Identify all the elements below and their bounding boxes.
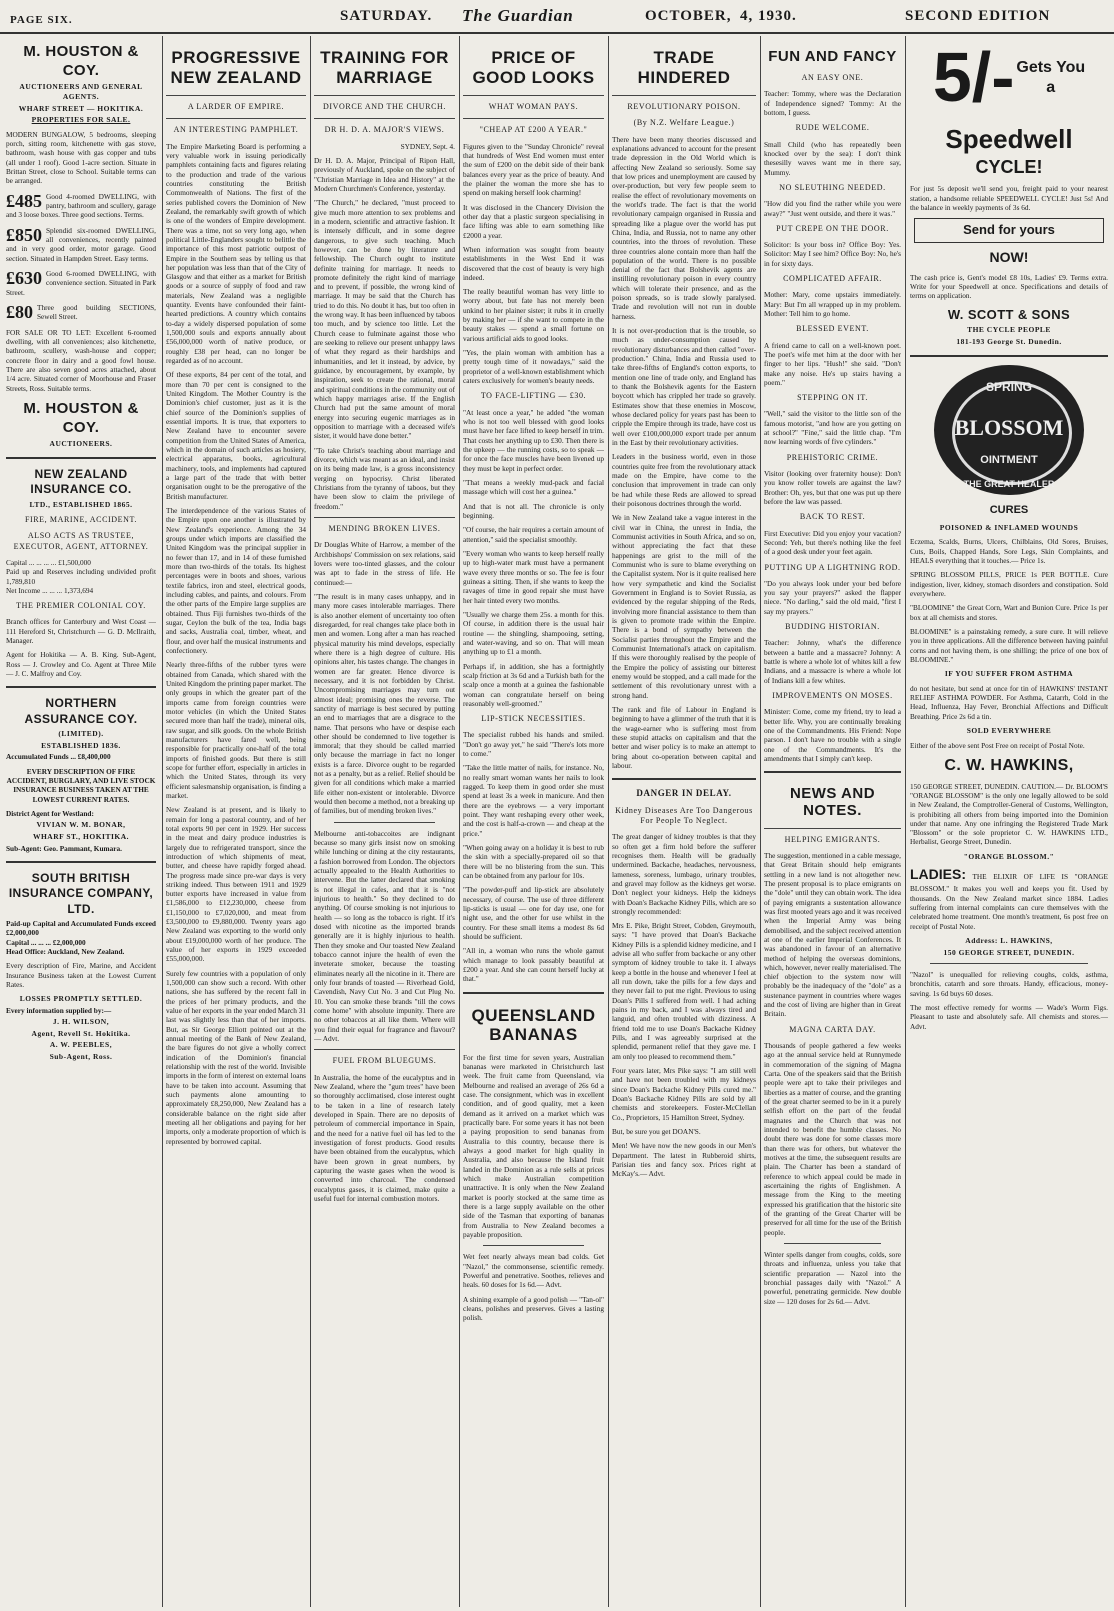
joke-title: STEPPING ON IT. <box>797 393 868 403</box>
insurance-ad-title: SOUTH BRITISH INSURANCE COMPANY, LTD. <box>8 870 154 916</box>
joke-title: RUDE WELCOME. <box>795 123 870 133</box>
price: £850 <box>6 225 42 245</box>
ad-lines: Capital ... ... ... £2,000,000 <box>6 937 86 947</box>
property-listing: MODERN BUNGALOW, 5 bedrooms, sleeping porch, sitting room, kitchenette with gas stove, bathroom, wash house with gas copper and tubs (all under 1 roof). Good 1-acre section. Situate in Brittan Street, close to School. Suitable terms can be arranged. <box>6 129 156 186</box>
joke-text: Mother: Mary, come upstairs immediately. Mary: But I'm all wrapped up in my problem. Mother: Tell him to go home. <box>764 290 901 319</box>
ladies-heading: LADIES: <box>910 866 966 883</box>
ad-subtitle: ESTABLISHED 1836. <box>41 740 121 750</box>
joke-title: NO SLEUTHING NEEDED. <box>779 183 886 193</box>
reserves-line: Paid up and Reserves including undivided profit 1,789,810 <box>6 567 156 586</box>
article-subheading: REVOLUTIONARY POISON. <box>612 95 756 112</box>
ad-lines: Every information supplied by:— <box>6 1005 112 1015</box>
ad-subtitle: THE CYCLE PEOPLE <box>967 325 1051 335</box>
ad-heading: "ORANGE BLOSSOM." <box>963 851 1055 861</box>
article-subheading: DR H. D. A. MAJOR'S VIEWS. <box>314 118 455 135</box>
joke-title: AN EASY ONE. <box>801 73 864 83</box>
property-text: Three good building SECTIONS, Sewell Street. <box>37 303 156 322</box>
dateline: SYDNEY, Sept. 4. <box>400 141 455 151</box>
article-paragraph: "The Church," he declared, "must proceed to give much more attention to sex problems and in a modern, scientific and attractive fashion. It is intensely difficult, and in some degree dangerous, to give such teaching. Much however, can be done by literature and fellowship. The Church ought to institute definite training for marriage. It needs to promote definitely the right kind of marriage and to prevent, if possible, the wrong kind of marriage. It may be said that the Church has tried to do this. No doubt it has, but too often in the wrong way. It has been influenced by taboos too much, and by science too little. Let the Church cease to fulminate against those who are seeking to relieve our present unhappy laws of what they regard as their hardships and inhumanities, and let it instead, by advice, by guidance, by encouragement, by example, by inspiration, seek to create the rational, moral and spiritual conditions in the community out of which happy marriages arise. If the English Church had put the same amount of moral energy into securing eugenic marriages as in opposition to marriage with a deceased wife's sister, it would have done better." <box>314 198 455 441</box>
price: £80 <box>6 303 33 322</box>
article-subheading: Kidney Diseases Are Too Dangerous For People To Neglect. <box>615 805 753 825</box>
section-title: NEWS AND NOTES. <box>789 785 876 820</box>
ad-subtitle: (LIMITED). <box>58 729 104 739</box>
article-paragraph: "Of course, the hair requires a certain amount of attention," said the specialist smoothly. <box>463 525 604 544</box>
ad-text: SPRING BLOSSOM PILLS, PRICE 1s PER BOTTLE. Cure indigestion, liver, kidney, stomach disorders and constipation. Sold everywhere. <box>910 570 1108 598</box>
article-subheading: AN INTERESTING PAMPHLET. <box>166 118 306 135</box>
article-paragraph: "Yes, the plain woman with ambition has a pretty tough time of it nowadays," said the proprietor of a well-known establishment which caters exclusively for women's beauty needs. <box>463 348 604 386</box>
article-paragraph: "That means a weekly mud-pack and facial massage which will cost her a guinea." <box>463 477 604 497</box>
article-paragraph: Leaders in the business world, even in those countries quite free from the revolutionary attack made on the Empire, have come to the conclusion that improvement in trade can only be had while these Reds are allowed to spread their poisonous doctrines through the world. <box>612 452 756 509</box>
edition-label: SECOND EDITION <box>905 8 1051 24</box>
property-text: Splendid six-roomed DWELLING, all conveniences, recently painted and in very good order, motor garage. Good section. Situated in Hampden Street. Easy terms. <box>6 225 156 263</box>
ad-subtitle: LTD., ESTABLISHED 1865. <box>29 499 133 509</box>
page-header <box>0 0 1114 34</box>
column-article-good-looks <box>463 36 604 1611</box>
article-paragraph: But, be sure you get DOAN'S. <box>612 1127 701 1137</box>
ad-text: a <box>1046 79 1056 97</box>
property-listing <box>6 192 156 220</box>
capital-line: Capital ... ... ... ... £1,500,000 <box>6 557 91 567</box>
joke-title: BUDDING HISTORIAN. <box>785 622 880 632</box>
agent-name: VIVIAN W. M. BONAR, <box>36 820 126 830</box>
seal-text: OINTMENT <box>980 453 1038 466</box>
property-listing <box>6 303 156 322</box>
seal-lettering <box>934 365 1084 495</box>
ad-lines: ALSO ACTS AS TRUSTEE, EXECUTOR, AGENT, ATTORNEY. <box>13 531 149 551</box>
advertiser-name: C. W. HAWKINS, <box>944 757 1074 775</box>
ad-text: THE ELIXIR OF LIFE IS "ORANGE BLOSSOM." It makes you well and keeps you fit. Used by thousands. On the New Zealand market since 1884. Ladies suffering from internal complaints can cure themselves with the celebrated home treatment. One month's treatment, 6s post free on receipt of Postal Note. <box>910 872 1108 931</box>
seal-text: BLOSSOM <box>954 414 1064 440</box>
property-listing <box>6 269 156 297</box>
ad-heading: CURES <box>989 503 1029 516</box>
article-subheading: HELPING EMIGRANTS. <box>764 828 901 845</box>
ad-lines: LOSSES PROMPTLY SETTLED. <box>19 994 143 1004</box>
article-paragraph: "To take Christ's teaching about marriage and divorce, which was meant as an ideal, and insist on its being made law, is a gross inconsistency verging on hypocrisy. Christ liberated Christians from the tyranny of taboos, but they have been slow to claim the privilege of freedom." <box>314 445 455 511</box>
column-rule <box>608 36 609 1607</box>
article-title: TRADE HINDERED <box>637 48 731 87</box>
ad-lines: District Agent for Westland: <box>6 809 94 818</box>
column-rule <box>310 36 311 1607</box>
price: £485 <box>6 191 42 211</box>
article-subheading: MAGNA CARTA DAY. <box>789 1024 876 1034</box>
ad-text: 150 GEORGE STREET, DUNEDIN. CAUTION.— Dr. BLOOM'S "ORANGE BLOSSOM" is the only one legally allowed to be sold in New Zealand, the Comptroller-General of Customs, Wellington, is prohibiting all others from being imported into the Dominion under that name. Any one infringing the Registered Trade Mark "Blossom" or the sole proprietor C. W. HAWKINS LTD., Herbalist, George Street, Dunedin. <box>910 781 1108 847</box>
joke-title: COMPLICATED AFFAIR. <box>783 274 882 284</box>
joke-title: PUT CREPE ON THE DOOR. <box>776 223 889 233</box>
ad-text: BLOOMINE" is a painstaking remedy, a sure cure. It will relieve you in three applications. All the difference between having painful corns and not having them, is one shilling; the price of one box of BLOOMINE." <box>910 626 1108 664</box>
ad-subtitle: AUCTIONEERS. <box>49 439 113 449</box>
now-label: NOW! <box>989 248 1029 265</box>
article-paragraph: "When going away on a holiday it is best to rub the skin with a specially-prepared oil so that there will be no blistering from the sun. This can be obtained from any parlour for 10s. <box>463 843 604 881</box>
divider <box>784 1243 881 1244</box>
column-rule <box>162 36 163 1607</box>
article-paragraph: "Usually we charge them 25s. a month for this. Of course, in addition there is the usual hair routine — the shingling, shampooing, setting, and water-waving, and so on. That will mean anything up to £1 a month. <box>463 609 604 657</box>
header-day: SATURDAY. <box>340 8 433 24</box>
masthead: The Guardian <box>462 6 574 25</box>
ad-text: The most effective remedy for worms — Wade's Worm Figs. Pleasant to taste and absolutely safe. All chemists and stores.— Advt. <box>910 1003 1108 1031</box>
article-subheading: A LARDER OF EMPIRE. <box>166 95 306 112</box>
article-paragraph: "All in, a woman who runs the whole gamut which manage to look passably beautiful at £200 a year. And she can count herself lucky at that." <box>463 946 604 984</box>
article-subheading: TO FACE-LIFTING — £30. <box>480 391 587 401</box>
article-title: PRICE OF GOOD LOOKS <box>472 48 595 87</box>
joke-text: Minister: Come, come my friend, try to lead a better life. Why, you are continually breaking one of the Commandments. His Friend: Nope parson. I don't have no trouble with a single one of the Commandments. It's the amendments that I simply can't keep. <box>764 707 901 763</box>
article-paragraph: It is not over-production that is the trouble, so much as under-consumption caused by revolutionary disturbances and then called "over-production." China, India and Russia used to take three-fifths of England's cotton exports, to mention one line of trade only, and England has to thank the Bolshevik agents for the Eastern boycott which has crippled her trade so gravely. Estimates show that these enemies in Moscow, whose declared policy for years past has been to cripple the Empire through its trade, have cost us well over £100,000,000 export trade per annum in the East by their revolutionary activities. <box>612 326 756 448</box>
article-paragraph: We in New Zealand take a vague interest in the civil war in China, the unrest in India, the Communist activities in South Africa, and so on, without appreciating the fact that these happenings are grist to the mill of the Communist who is sure to blame everything on the Capitalist system. Nor is it quite realised here how very sympathetic and kind the Socialist Government in England is to Soviet Russia, as evidenced by the regular shipping of the Reds, involving more financial assistance to them than is given to promote trade within the Empire. There is a bond of sympathy between the Socialist parties throughout the Empire and the Communist International's attack on capitalism. If this were thoroughly realised by the people of the Empire the policy of assisting our bitterest enemy would be stopped, and a call made for the settlement of this revolutionary unrest with a strong hand. <box>612 513 756 700</box>
article-paragraph: The rank and file of Labour in England is beginning to have a glimmer of the truth that it is the wage-earner who is suffering most from these stupid attacks on capitalism and that the better and wiser policy is to make an attempt to bring about co-operation between capital and labour. <box>612 704 756 770</box>
joke-text: First Executive: Did you enjoy your vacation? Second: Yeh, but there's nothing like the feel of a good desk under your feet again. <box>764 528 901 557</box>
price-five-shillings: 5/- <box>932 38 1015 116</box>
column-article-progressive-nz <box>166 36 306 1611</box>
article-subheading: LIP-STICK NECESSITIES. <box>481 714 586 724</box>
article-paragraph: When information was sought from beauty establishments in the West End it was discovered that the cost of beauty is very high indeed. <box>463 244 604 282</box>
article-paragraph: Surely few countries with a population of only 1,500,000 can show such a record. With other nations, she has suffered by the recent fall in the prices of her primary products, and the value of her exports in the year ended March 31 last was slightly less than that of her imports. But, as Sir George Elliott pointed out at the annual meeting of the Bank of New Zealand, the bare figures do not give a wholly correct indication of the Dominion's financial relationship with the rest of the world. Invisible imports in the form of interest on external loans have to be taken into account. Assuming that such payments alone amounting to approximately £8,250,000, New Zealand has a considerable balance on the right side after meeting all her obligations and paying for her imports, only a moderate proportion of which is represented by borrowed capital. <box>166 968 306 1146</box>
article-paragraph: Perhaps if, in addition, she has a fortnightly scalp friction at 3s 6d and a Turkish bath for the scalp once a month at a guinea the fashionable woman can congratulate herself on being reasonably well-groomed." <box>463 661 604 708</box>
article-title: PROGRESSIVE NEW ZEALAND <box>170 48 302 87</box>
article-subheading: MENDING BROKEN LIVES. <box>314 517 455 534</box>
ad-heading: SOLD EVERYWHERE <box>966 726 1052 736</box>
joke-text: "Do you always look under your bed before you say your prayers?" asked the flapper niece. "No darling," said the old maid, "first I say my prayers." <box>764 578 901 616</box>
joke-text: "Well," said the visitor to the little son of the famous motorist, "and how are you getting on at school?" "Fine," said the little chap. "I'm now learning words of five cylinders." <box>764 409 901 447</box>
joke-title: BLESSED EVENT. <box>796 324 869 334</box>
article-paragraph: Dr H. D. A. Major, Principal of Ripon Hall, previously of Auckland, spoke on the subject of "Christian Marriage in Idea and History" at the Modern Churchmen's Conference, yesterday. <box>314 155 455 193</box>
article-paragraph: And that is not all. The chronicle is only beginning. <box>463 501 604 520</box>
article-paragraph: Nearly three-fifths of the rubber tyres were obtained from Canada, which shared with the United Kingdom the printing paper market. The only groups in which the greater part of the imports came from foreign countries were motor vehicles (in which the United States secured more than half the trade), mineral oils, raw sugar, and silk goods. On the whole British manufacturers have fared well, being responsible for practically one-half of the total imports of finished goods. But there is still scope for further effort, especially in articles in which the United States, through its very efficient salesmanship organisation, is finding a market. <box>166 660 306 800</box>
joke-text: "How did you find the rather while you were away?" "Just went outside, and there it was." <box>764 199 901 218</box>
branch-text: Branch offices for Canterbury and West Coast — 111 Hereford St, Christchurch — G. D. McIlraith, Manager. <box>6 617 156 646</box>
ad-lines: Sub-Agent: Geo. Pammant, Kumara. <box>6 843 122 853</box>
agents-text: Agent for Hokitika — A. B. King. Sub-Agent, Ross — J. Crowley and Co. Agent at Three Mile — J. C. Malfroy and Coy. <box>6 650 156 679</box>
article-paragraph: The Empire Marketing Board is performing a very valuable work in issuing periodically pamphlets containing facts and figures relating to the production and trade of the various countries constituting the British Commonwealth of Nations. The first of the series published covers the Dominion of New Zealand, the remarkably swift growth of which is one of the wonders of Empire development. There was a time, not so very long ago, when political Little-Englanders sought to belittle the importance of this most patriotic outpost of Empire in the Southern seas by telling us that her population was less than that of the City of Glasgow and that either as a market for British goods or a source of supply of food and raw materials, New Zealand was a negligible quantity. Events have confounded their faint-hearted predictions. A country which contains to-day a widely dispersed population of some 1,500,000 souls and exports annually about £56,000,000 worth of native produce, or roughly £38 per head, can no longer be regarded as of no account. <box>166 141 306 366</box>
ad-lines: Paid-up Capital and Accumulated Funds exceed £2,000,000 <box>6 918 156 938</box>
properties-heading: PROPERTIES FOR SALE. <box>31 115 131 125</box>
article-subheading: "CHEAP AT £200 A YEAR." <box>463 118 604 135</box>
ad-text: "Nazol" is unequalled for relieving coughs, colds, asthma, bronchitis, catarrh and sore throats. Handy, efficacious, money-saving. 1s 6d buys 60 doses. <box>910 970 1108 998</box>
advert-paragraph: A shining example of a good polish — "Tan-ol" cleans, polishes and preserves. Gives a lasting polish. <box>463 1294 604 1323</box>
divider <box>764 771 901 773</box>
section-title: FUN AND FANCY <box>768 48 897 65</box>
article-paragraph: Of these exports, 84 per cent of the total, and more than 70 per cent is consigned to the United Kingdom. The Mother Country is the Dominion's chief customer, just as it is the chief source of the Dominion's supplies of essential imports. It is true, that exporters to New Zealand have to encounter severe competition from the United States of America, which in the domain of such articles as hosiery, electrical apparatus, books, agricultural machinery, tools, and implements had captured a large part of the trade that with better organisation ought to be the prerogative of the British manufacturer. <box>166 370 306 501</box>
ad-lines: FIRE, MARINE, ACCIDENT. <box>24 515 138 525</box>
ad-lines: THE PREMIER COLONIAL COY. <box>16 601 146 611</box>
price: £630 <box>6 269 42 289</box>
article-paragraph: "Every woman who wants to keep herself really up to high-water mark must have a permanent wave every three months or so. The fee is four guineas a sitting. Then, if she wants to keep the ravages of time in good repair she must have her hair tinted every two months. <box>463 548 604 605</box>
divider <box>463 992 604 994</box>
column-fun-and-news <box>764 36 901 1611</box>
divider <box>6 457 156 459</box>
agent-address: Sub-Agent, Ross. <box>49 1051 113 1061</box>
joke-title: PUTTING UP A LIGHTNING ROD. <box>764 562 901 572</box>
page-number: PAGE SIX. <box>10 14 73 26</box>
ad-subtitle: POISONED & INFLAMED WOUNDS <box>939 522 1079 532</box>
ad-lines: Head Office: Auckland, New Zealand. <box>6 946 125 956</box>
ad-text: For just 5s deposit we'll send you, freight paid to your nearest station, a handsome reliable SPEEDWELL CYCLE! Just 5s! And the balance in weekly payments of 3s 6d. <box>910 184 1108 212</box>
joke-title: IMPROVEMENTS ON MOSES. <box>772 690 893 700</box>
agent-address: WHARF ST., HOKITIKA. <box>32 831 130 841</box>
joke-text: A friend came to call on a well-known poet. The poet's wife met him at the door with her finger to her lips. "Hush!" she said. "Don't make any noise. He's up stairs having a poem." <box>764 340 901 387</box>
ad-text: Gets You <box>1016 59 1086 76</box>
divider <box>930 963 1088 964</box>
houston-ad-title: M. HOUSTON & COY. <box>23 43 139 80</box>
agent-name: A. W. PEEBLES, <box>49 1040 113 1050</box>
ad-address: WHARF STREET — HOKITIKA. <box>18 103 144 113</box>
article-subheading: DIVORCE AND THE CHURCH. <box>314 95 455 112</box>
joke-text: Small Child (who has repeatedly been knocked over by the sea): I don't think thesesilly waves want me in there say, Mummy. <box>764 139 901 177</box>
article-paragraph: It was disclosed in the Chancery Division the other day that a plastic surgeon specialising in face lifting was able to earn something like £2000 a year. <box>463 202 604 240</box>
property-text: Good 6-roomed DWELLING, with convenience section. Situated in Park Street. <box>6 269 156 297</box>
article-paragraph: Dr Douglas White of Harrow, a member of the Archbishops' Commission on sex relations, said lovers were too-tinted glasses, and the colour was apt to fade in the stress of life. He continued:— <box>314 540 455 587</box>
article-paragraph: In Australia, the home of the eucalyptus and in New Zealand, where the "gum trees" have been so thoroughly acclimatised, close interest ought to be taken in a line of research lately developed in Spain. There are no deposits of petroleum of commercial importance in Spain, and the need for a native fuel oil has led to the investigation of forest products. Good results have been obtained from the eucalyptus, which have been grown in great numbers, by capturing the waste gases when the wood is converted into charcoal. The condensed eucalyptus gases, it is claimed, make quite a useful fuel for internal combustion motors. <box>314 1072 455 1203</box>
insurance-ad-title: NORTHERN ASSURANCE COY. <box>24 696 138 726</box>
send-for-yours: Send for yours <box>914 218 1104 243</box>
column-article-marriage <box>314 36 455 1611</box>
income-line: Net Income ... ... ... 1,373,694 <box>6 585 94 595</box>
property-listing <box>6 226 156 263</box>
header-date: 4, 1930. <box>740 8 797 24</box>
divider <box>6 861 156 863</box>
divider <box>6 686 156 688</box>
article-paragraph: Mrs E. Pike, Bright Street, Cobden, Greymouth, says: "I have proved that Doan's Backache Kidney Pills is a splendid kidney medicine, and I advise all who suffer from backache or any other symptom of kidney trouble to take it. I always keep a bottle in the house and whenever I feel at all run down, take the pills for a few days and they never fail to put me right. Previous to using Doan's Pills I suffered from well. I had aching pains in my back, and I was always tired and languid, and often troubled with dizziness. A friend told me to use Doan's Backache Kidney Pills, and I was agreeably surprised at the splendid, permanent relief that they gave me. I am only too pleased to recommend them." <box>612 921 756 1061</box>
article-paragraph: The great danger of kidney troubles is that they so often get a firm hold before the sufferer recognises them. Health will be gradually undermined. Backache, headaches, nervousness, lameness, soreness, lumbago, urinary troubles, and gravel may follow as the kidneys get worse. Don't neglect your kidneys. Help the kidneys with Doan's Backache Kidney Pills, which are so strongly recommended: <box>612 832 756 916</box>
agent-address: Agent, Revell St. Hokitika. <box>31 1028 131 1038</box>
article-paragraph: Melbourne anti-tobaccoites are indignant because so many girls insist now on smoking while lunching or dining at the city restaurants, a fashion borrowed from London. The objectors actually appealed to the Health Authorities to intervene. But the latter declared that smoking is not illegal in cafes, and that it is "not injurious to health." So they declined to do anything. Of course smoking is not injurious to health — so long as the tobacco is right. If it's dosed with nicotine as the imported brands generally are it is highly injurious to health. Then they smoke and Our toasted New Zealand tobacco cannot injure the health of even the inveterate smoker, because the toasting eliminates nearly all the nicotine in it. There are only four brands of toasted — Riverhead Gold, Cavendish, Navy Cut No. 3 and Cut Plug No. 10. You can smoke these brands "till the cows come home" with absolute impunity. There are no other tobaccos at all like them. Where will you find their equal for fragrance and flavour?— Advt. <box>314 828 455 1043</box>
article-paragraph: "The powder-puff and lip-stick are absolutely necessary, of course. The use of three different lip-sticks is usual — one for day use, one for night use, and the other for use whilst in the country. For these small items a modest 8s 6d should be sufficient. <box>463 885 604 941</box>
column-advertisements-right <box>910 36 1108 1611</box>
article-subheading: FUEL FROM BLUEGUMS. <box>314 1049 455 1066</box>
agent-name: J. H. WILSON, <box>52 1017 110 1027</box>
property-listing: FOR SALE OR TO LET: Excellent 6-roomed dwelling, with all conveniences; also kitchenette, bathroom, scullery, wash-house and copper; concrete floor in dairy and a good fowl house. There are also seven good acres attached, about 1/4 acre. Situated corner of Moorhouse and Fraser Streets, Ross. Suitable terms. <box>6 327 156 393</box>
ad-text: do not hesitate, but send at once for tin of HAWKINS' INSTANT RELIEF ASTHMA POWDER. For Asthma, Catarrh, Cold in the Head, Influenza, Hay Fever, Bronchial Affections and Difficult Breathing. Price 2s 6d a tin. <box>910 683 1108 721</box>
joke-text: Solicitor: Is your boss in? Office Boy: Yes. Solicitor: May I see him? Office Boy: No, he's in for sixty days. <box>764 240 901 268</box>
property-text: Good 4-roomed DWELLING, with pantry, bathroom and scullery, garage and 3 loose boxes. Three good sections. Terms. <box>6 191 156 220</box>
houston-ad-title: M. HOUSTON & COY. <box>23 399 139 437</box>
joke-text: Visitor (looking over fraternity house): Don't you know roller towels are against the law? Brother: Oh, yes, but that one was put up there before the law was passed. <box>764 469 901 506</box>
ad-text: "BLOOMINE" the Great Corn, Wart and Bunion Cure. Price 1s per box at all chemists and stores. <box>910 603 1108 622</box>
ad-text: Eczema, Scalds, Burns, Ulcers, Chilblains, Old Sores, Bruises, Cuts, Boils, Chapped Hands, Sore Legs, Skin Complaints, and HEALS everything that it touches.— Price 1s. <box>910 537 1108 565</box>
article-paragraph: For the first time for seven years, Australian bananas were marketed in Christchurch last week. The fruit came from Queensland, via Melbourne and realised an average of 26s 6d a case. The consignment, which was in excellent condition, and of good quality, met a keen demand as it arrived on a market which was practically bare. For some years it has not been a paying proposition to send bananas from Australia to this country, because there is always a good market for high quality in Australia, and also because the Island fruit landed in the Dominion as a rule sells at prices which make Australian competition unattractive. It is only when the New Zealand market is poorly stocked at the same time as there is a large supply available on the other side of the Tasman that exporting of bananas from Australia to New Zealand becomes a payable proposition. <box>463 1052 604 1239</box>
article-paragraph: "The result is in many cases unhappy, and in many more cases intolerable marriages. There is also another element of uncertainty too often disregarded, for real changes take place both in men and women. Long after a man has reached physical maturity his mind develops, especially where there is a high degree of culture. His opinions alter, his tastes change. The changes in women are far greater. Hence divorce is necessary, and it is not forbidden by Christ. Uncompromising marriages may turn out almost ideal; promising ones the reverse. The sanctity of marriage is best secured by putting an end to marriages that are a disgrace to the name. That persons who have or despise each other should be condemned to live together is immoral; that they should be called married only because the marriage in fact no longer exists is a farce. Divorce ought to be regarded not as a penalty, but as a relief. Relief should be given for all conditions which make a married life either non-existent or intolerable. Divorce would then become a method, not a breaking up of families, but of mending broken lives." <box>314 591 455 816</box>
joke-text: Teacher: Johnny, what's the difference between a battle and a massacre? Johnny: A battle is where a whole lot of whites kill a few Indians, and a massacre is where a whole lot of Indians kill a few whites. <box>764 638 901 685</box>
article-paragraph: There have been many theories discussed and explanations advanced to account for the present trade depression in the Old World which is affecting New Zealand so seriously. Some say that low prices and unemployment are caused by over-production, but very few people seem to realise the effect of revolutionary movements on the world's trade. The fact is that the world revolutionary campaign organised in Russia and spreading like a plague over the world has put China, India, and Russia, not to name any other countries, into the throes of revolution. These three countries alone contain more than half the population of the world. There is no possible denial of the fact that Bolshevik agents are instilling revolutionary poison in every country which will tolerate their presence, and as the poison spreads, so is trade slowly paralysed. Trade and revolution will not run in double harness. <box>612 134 756 321</box>
spring-blossom-ointment-seal <box>934 365 1084 495</box>
cycle-label: CYCLE! <box>975 157 1043 178</box>
article-paragraph: The suggestion, mentioned in a cable message, that Great Britain should help emigrants settling in a new land is not altogether new. The present proposal is to place emigrants on the "dole" until they can obtain work. The idea of paying emigrants a sustentation allowance was first mooted years ago and it was received when the Imperial Army was being demobilised, and the subject received attention at one of the earlier Imperial Conferences. It was abandoned in favour of an alternative method of helping the overseas dominions, which, however, never really materialised. The chief objection to the system now will probably be the inadequacy of the "dole" as a sustenance payment in countries where wages and the cost of living are higher than in Great Britain. <box>764 850 901 1019</box>
article-paragraph: The interdependence of the various States of the Empire upon one another is illustrated by New Zealand's experience. Among the 34 groups under which imports are classified the United Kingdom was the principal supplier in no fewer than 17, and in 14 of these furnished more than two-thirds of the totals. Its highest percentages were in boots and shoes, various textile fabrics, iron and steel, electrical goods, including cables, and paints, and colours. From the other parts of the Empire large supplies are obtained. Thus Fiji furnishes two-thirds of the sugar, Ceylon the bulk of the tea, India bags and sacks, Australia coal, timber, wheat, and flour, and over half the musical instruments and confectionery. <box>166 506 306 655</box>
article-title: TRAINING FOR MARRIAGE <box>320 48 449 87</box>
advertiser-name: W. SCOTT & SONS <box>947 306 1071 322</box>
ad-lines: EVERY DESCRIPTION OF FIRE ACCIDENT, BURGLARY, AND LIVE STOCK INSURANCE BUSINESS TAKEN AT THE LOWEST CURRENT RATES. <box>6 766 156 804</box>
ad-address: 181-193 George St. Dunedin. <box>956 337 1062 347</box>
ad-text: The cash price is, Gent's model £8 10s, Ladies' £9. Terms extra. Write for your Speedwell at once. Specifications and details of terms on application. <box>910 272 1108 301</box>
ad-subtitle: AUCTIONEERS AND GENERAL AGENTS. <box>19 82 143 101</box>
header-month: OCTOBER, <box>645 8 732 24</box>
ad-address: Address: L. HAWKINS, <box>965 935 1053 945</box>
article-paragraph: Figures given to the "Sunday Chronicle" reveal that hundreds of West End women must enter the sum of £200 on the debit side of their bank balances every year as the price of beauty. And the plainer the woman the more she has to spend on making herself look charming! <box>463 141 604 198</box>
seal-text: THE GREAT HEALER <box>963 478 1055 489</box>
article-title: DANGER IN DELAY. <box>636 788 732 799</box>
funds-line: Accumulated Funds ... £8,400,000 <box>6 752 111 762</box>
advert-paragraph: Men! We have now the new goods in our Men's Department. The latest in Rubberoid shirts, Parisian ties and fancy sox. Prices right at McKay's.— Advt. <box>612 1141 756 1179</box>
advert-paragraph: Wet feet nearly always mean bad colds. Get "Nazol," the commonsense, scientific remedy. Powerful and penetrative. Soothes, relieves and heals. 60 doses for 1s 6d.— Advt. <box>463 1252 604 1290</box>
column-rule <box>905 36 906 1607</box>
ad-lines: Every description of Fire, Marine, and Accident Insurance Business taken at the Lowest Current Rates. <box>6 961 156 989</box>
article-paragraph: "At least once a year," he added "the woman who is not too well blessed with good looks must have her face lifted to keep herself in trim. That costs her anything up to £30. Then there is the upkeep — the running costs, so to speak — for once the face muscles have been livened up they must be kept in perfect order. <box>463 407 604 473</box>
divider <box>334 822 435 823</box>
speedwell-ad <box>910 38 1108 116</box>
joke-title: PREHISTORIC CRIME. <box>786 452 879 462</box>
ad-address: 150 GEORGE STREET, DUNEDIN. <box>943 947 1075 957</box>
column-advertisements <box>6 36 156 1611</box>
joke-text: Teacher: Tommy, where was the Declaration of Independence signed? Tommy: At the bottom, I guess. <box>764 89 901 118</box>
insurance-ad-title: NEW ZEALAND INSURANCE CO. <box>30 466 132 497</box>
ad-text: Either of the above sent Post Free on receipt of Postal Note. <box>910 740 1085 750</box>
article-paragraph: Thousands of people gathered a few weeks ago at the annual service held at Runnymede in commemoration of the signing of Magna Carta. One of the speakers said that the British people were apt to take their privileges and liberties as a matter of course, and the granting of the great charter seemed to be in it a purely selfish effort on the part of the feudal magnates and the Church that was not intended to benefit the humble classes. No doubt there was done for some classes more than there was for others, but whatever the motives at the time, the subsequent results are plain. The Charter has been a standard of reference to which appeal could be made in ascertaining the rights of Englishmen. A message from the King to the meeting expressed his gratification that the historic site of the granting of the Great Charter will be preserved for all time for the use of the British people. <box>764 1041 901 1237</box>
joke-title: BACK TO REST. <box>799 512 866 522</box>
seal-text: SPRING <box>985 379 1033 394</box>
article-paragraph: "Take the little matter of nails, for instance. No, no really smart woman wants her nails to look ragged. To keep them in good order she must spend at least 3s a week in manicure. And then there are the eyebrows — a very important point. They want reshaping every other week, and the cost is half-a-crown — and cheap at the price." <box>463 763 604 838</box>
article-paragraph: New Zealand is at present, and is likely to remain for long a pastoral country, and of her total exports 90 per cent in 1929. Her success in the meat and dairy produce industries is largely due to refrigerated transport, since the introduction of which shipments of meat, butter, and cheese have rapidly forged ahead. The progress made since pre-war days is very striking indeed. Thus between 1911 and 1929 butter exports have increased in value from £1,586,000 to £12,230,000, cheese from £1,150,000 to £7,020,000, and meat from £3,500,000 to £9,880,000. Twenty years ago New Zealand was exporting to the world only about £19,000,000 worth of her produce. The value of her exports in 1929 exceeded £55,000,000. <box>166 805 306 964</box>
divider <box>910 355 1108 357</box>
article-paragraph: Four years later, Mrs Pike says: "I am still well and have not been troubled with my kidneys since Doan's Backache Kidney Pills cured me." Doan's Backache Kidney Pills are sold by all chemists and storekeepers. Foster-McClellan Co., Proprietors, 15 Hamilton Street, Sydney. <box>612 1066 756 1122</box>
article-paragraph: The really beautiful woman has very little to worry about, but fate has not merely been unkind to her plainer sister; it rubs it in cruelly by making her — if she want to compete in the beauty stakes — spend a small fortune on various artificial aids to good looks. <box>463 287 604 343</box>
article-subheading: WHAT WOMAN PAYS. <box>463 95 604 112</box>
column-rule <box>760 36 761 1607</box>
column-rule <box>459 36 460 1607</box>
speedwell-brand: Speedwell <box>945 124 1073 154</box>
article-byline: (By N.Z. Welfare League.) <box>633 118 735 128</box>
divider <box>612 778 756 780</box>
article-title: QUEENSLAND BANANAS <box>471 1005 596 1045</box>
column-article-trade <box>612 36 756 1611</box>
advert-paragraph: Winter spells danger from coughs, colds, sore throats and influenza, unless you take that scientific preparation — Nazol into the bronchial passages daily with "Nazol." A powerful, penetrating germicide. New double size — 120 doses for 2s 6d.— Advt. <box>764 1249 901 1306</box>
ad-heading: IF YOU SUFFER FROM ASTHMA <box>944 669 1074 679</box>
article-paragraph: The specialist rubbed his hands and smiled. "Don't go away yet," he said "There's lots more to come." <box>463 730 604 759</box>
divider <box>483 1245 584 1246</box>
